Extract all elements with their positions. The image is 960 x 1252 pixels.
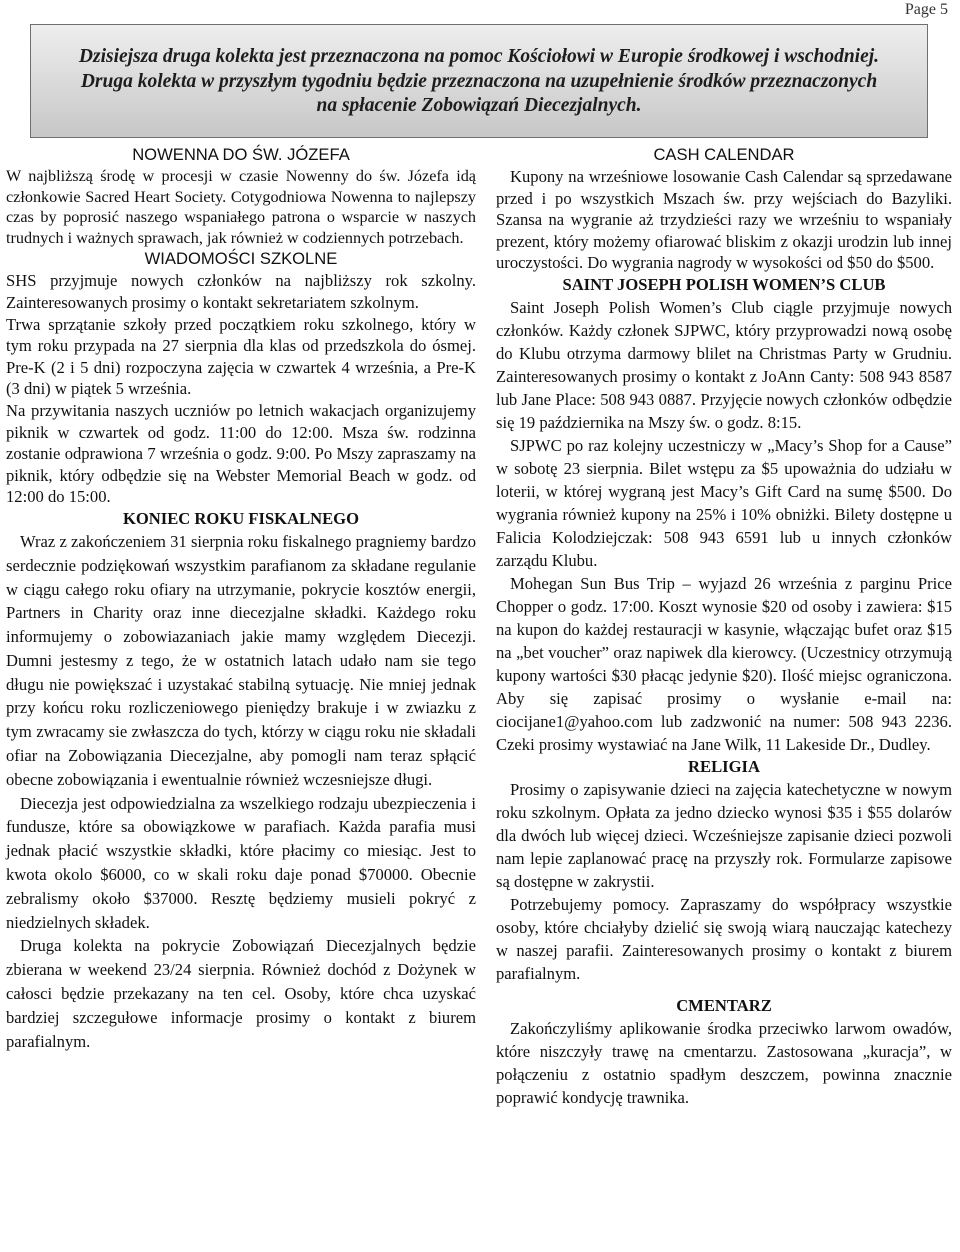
wiadomosci-paragraph-3: Na przywitania naszych uczniów po letnich wakacjach organizujemy piknik w czwartek od godz. 11:00 do 12:00. Msza św. rodzinna zostanie odprawiona 7 września o godz. 9:00. Po Mszy zapraszamy na piknik, który odbędzie się na Webster Memorial Beach w godz. od 12:00 do 15:00. [6,400,476,507]
nowenna-heading: NOWENNA DO ŚW. JÓZEFA [132,145,350,164]
section-koniec-roku [6,508,476,1054]
wiadomosci-paragraph-2: Trwa sprzątanie szkoły przed początkiem roku szkolnego, który w tym roku przypada na 27 sierpnia dla klas od przedszkola do ósmej. Pre-K (2 i 5 dni) rozpoczyna zajęcia w czwartek 4 września, a Pre-K (3 dni) w piątek 5 września. [6,314,476,399]
sjpwc-heading: SAINT JOSEPH POLISH WOMEN’S CLUB [562,274,886,294]
page-number: Page 5 [904,1,948,18]
banner-line-1: Dzisiejsza druga kolekta jest przeznaczona na pomoc Kościołowi w Europie środkowej i wschodniej. [78,46,880,67]
section-religia [496,756,952,985]
section-sjpwc [496,274,952,756]
sjpwc-paragraph-3: Mohegan Sun Bus Trip – wyjazd 26 września z parginu Price Chopper o godz. 17:00. Koszt wynosie $20 od osoby i zawiera: $15 na kupon do każdej restauracji w kasynie, włączając bufet oraz $15 na „bet voucher” oraz napiwek dla kierowcy. (Uczestnicy otrzymują kupony wartości $30 płacąc jedynie $20). Ilość miejsc ograniczona. Aby się zapisać prosimy o wysłanie e-mail na: ciocijane1@yahoo.com lub zadzwonić na numer: 508 943 2236. Czeki prosimy wystawiać na Jane Wilk, 11 Lakeside Dr., Dudley. [496,573,952,754]
cmentarz-paragraph: Zakończyliśmy aplikowanie środka przeciwko larwom owadów, które niszczyły trawę na cmentarzu. Zastosowana „kuracja”, w połączeniu z ostatnio spadłym deszczem, powinna znacznie poprawić kondycję trawnika. [496,1018,952,1107]
right-column [496,144,952,1109]
wiadomosci-paragraph-1: SHS przyjmuje nowych członków na najbliższy rok szkolny. Zainteresowanych prosimy o kontakt sekretariatem szkolnym. [6,271,476,312]
religia-paragraph-1: Prosimy o zapisywanie dzieci na zajęcia katechetyczne w nowym roku szkolnym. Opłata za jedno dziecko wynosi $35 i $55 dolarów dla dwóch lub więcej dzieci. Wcześniejsze zapisanie dzieci pozwoli nam lepie zaplanować pracę na przyszły rok. Formularze zapisowe są dostępne w zakrystii. [496,779,952,891]
section-cash-calendar [496,144,952,274]
cash-heading: CASH CALENDAR [653,145,795,164]
nowenna-paragraph: W najbliższą środę w procesji w czasie Nowenny do św. Józefa idą członkowie Sacred Heart Society. Cotygodniowa Nowenna to najlepszy czas by poprosić naszego wspaniałego patrona o wsparcie w naszych trudnych i ważnych sprawach, jak również w codziennych potrzebach. [6,167,476,247]
sjpwc-paragraph-1: Saint Joseph Polish Women’s Club ciągle przyjmuje nowych członków. Każdy członek SJPWC, który przyprowadzi nową osobę do Klubu otrzyma darmowy blilet na Christmas Party w Grudniu. Zainteresowanych prosimy o kontakt z JoAnn Canty: 508 943 8587 lub Jane Place: 508 943 0887. Przyjęcie nowych członków odbędzie się 19 października na Mszy św. o godz. 8:15. [496,297,952,432]
banner-line-3: na spłacenie Zobowiązań Diecezjalnych. [316,95,642,116]
left-column [6,144,476,1053]
section-cmentarz [496,995,952,1109]
collection-banner [30,24,928,138]
section-nowenna [6,144,476,248]
religia-paragraph-2: Potrzebujemy pomocy. Zapraszamy do współpracy wszystkie osoby, które chciałyby dzielić się swoją wiarą nauczając katechezy w naszej parafii. Zainteresowanych prosimy o kontakt z biurem parafialnym. [496,894,952,983]
wiadomosci-heading: WIADOMOŚCI SZKOLNE [144,249,338,269]
section-wiadomosci-szkolne [6,248,476,508]
sjpwc-paragraph-2: SJPWC po raz kolejny uczestniczy w „Macy’s Shop for a Cause” w sobotę 23 sierpnia. Bilet wstępu za $5 upoważnia do udziału w loterii, w której wygraną jest Macy’s Gift Card na sumę $500. Do wygrania również kupony na 25% i 10% obniżki. Bilety dostępne u Falicia Kolodziejczak: 508 943 6591 lub u innych członków zarządu Klubu. [496,435,952,570]
koniec-paragraph-2: Diecezja jest odpowiedzialna za wszelkiego rodzaju ubezpieczenia i fundusze, które sa obowiązkowe w parafiach. Każda parafia musi jednak płacić wszystkie składki, które płacimy co miesiąc. Jest to kwota okolo $6000, co w skali roku daje ponad $70000. Obecnie zebralismy około $37000. Resztę będziemy musieli pokryć z niedzielnych składek. [6,793,476,932]
koniec-paragraph-1: Wraz z zakończeniem 31 sierpnia roku fiskalnego pragniemy bardzo serdecznie podziękowań wszystkim parafianom za składane regulanie w ciągu całego roku ofiary na utrzymanie, pokrycie kosztów energii, Partners in Charity oraz inne diecezjalne składki. Każdego roku informujemy o zobowiazaniach jakie mamy względem Diecezji. Dumni jestesmy z tego, że w ostatnich latach udało nam sie tego długu nie powiększać i uzystakać stabilną sytuację. Nie mniej jednak przy końcu roku rozliczeniowego pieniędzy brakuje i w zwiazku z tym zwracamy sie zwłaszcza do tych, którzy w ciągu roku nie składali ofiar na Zobowiązania Diecezjalne, aby pomogli nam teraz spłącić obecne zobowiązania i ewentualnie również wczesniejsze długi. [6,531,476,789]
koniec-heading: KONIEC ROKU FISKALNEGO [122,508,360,528]
cmentarz-heading: CMENTARZ [676,995,772,1015]
koniec-paragraph-3: Druga kolekta na pokrycie Zobowiązań Diecezjalnych będzie zbierana w weekend 23/24 sierpnia. Również dochód z Dożynek w całosci będzie przekazany na ten cel. Osoby, które chca uzyskać bardziej szczegułowe informacje prosimy o kontakt z biurem parafialnym. [6,936,476,1051]
banner-line-2: Druga kolekta w przyszłym tygodniu będzie przeznaczona na uzupełnienie środków przeznaczonych [80,70,878,92]
cash-paragraph: Kupony na wrześniowe losowanie Cash Calendar są sprzedawane przed i po wszystkich Mszach św. przy wejściach do Bazyliki. Szansa na wygranie aż trzydzieści razy we wrześniu to wspaniały prezent, który możemy ofiarować bliskim z okazji urodzin lub innej uroczystości. Do wygrania nagrody w wysokości od $50 do $500. [496,167,952,273]
religia-heading: RELIGIA [688,756,760,776]
